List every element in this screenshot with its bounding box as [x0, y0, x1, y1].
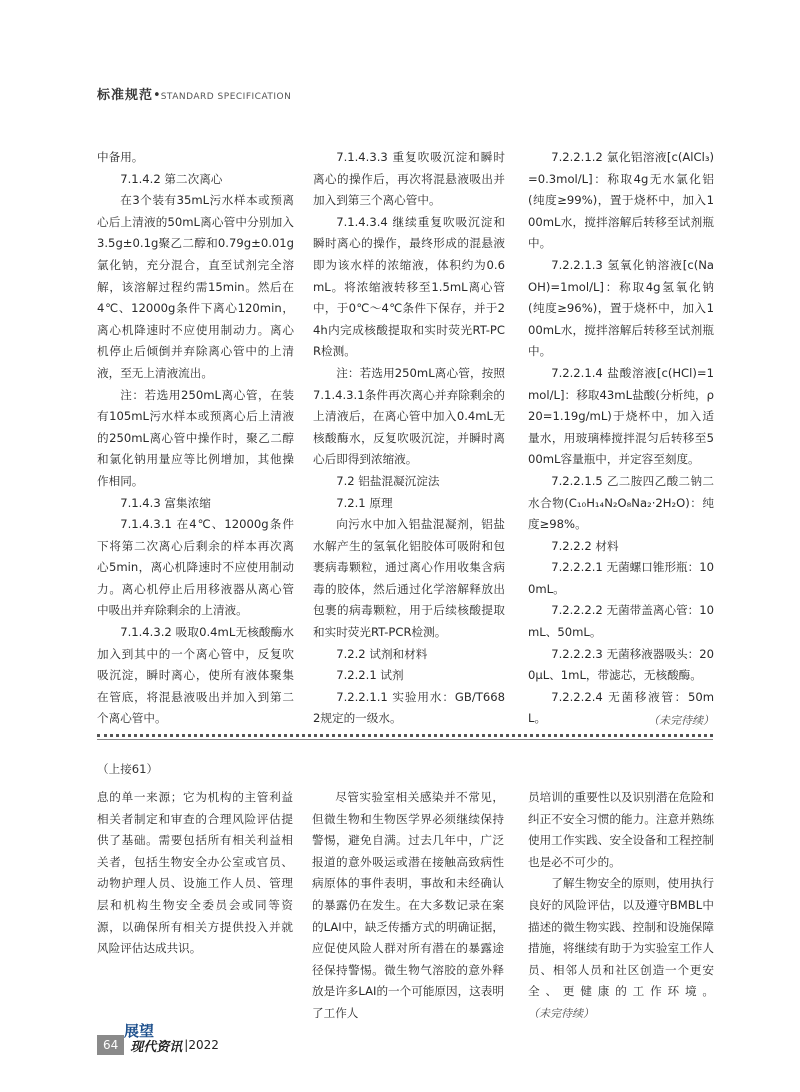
paragraph: 在3个装有35mL污水样本或预离心后上清液的50mL离心管中分别加入3.5g±0.1g聚乙二醇和0.79g±0.01g氯化钠，充分混合，直至试剂完全溶解，该溶解过程约需15min。然后在4℃、12000g条件下离心120min，离心机降速时不应使用制动力。离心机停止后倾倒并弃除离心管中的上清液，至无上清液流出。 [97, 193, 294, 380]
magazine-logo: 现代资讯 [130, 1039, 183, 1055]
header-separator: • [153, 88, 161, 103]
paragraph: 7.2.2.1.3 氢氧化钠溶液[c(NaOH)=1mol/L]：称取4g氢氧化钠(纯度≥96%)，置于烧杯中，加入100mL水，搅拌溶解后转移至试剂瓶中。 [528, 257, 714, 359]
lower-col3-paragraph-2-text: 了解生物安全的原则，使用执行良好的风险评估，以及遵守BMBL中描述的微生物实践、控制和设施保障措施，将继续有助于为实验室工作人员、相邻人员和社区创造一个更安全、更健康的工作环境。 [528, 876, 714, 999]
paragraph: 7.2.2.2.4 无菌移液管：50mL。 [528, 689, 714, 726]
section-divider-line [97, 739, 713, 740]
paragraph: 中备用。 [97, 150, 144, 164]
paragraph: 7.1.4.2 第二次离心 [120, 171, 223, 186]
paragraph: 7.1.4.3 富集浓缩 [120, 495, 211, 510]
page-footer [97, 1035, 219, 1055]
paragraph: 7.1.4.3.4 继续重复吹吸沉淀和瞬时离心的操作，最终形成的混悬液即为该水样的浓缩液，体积约为0.6mL。将浓缩液转移至1.5mL离心管中，于0℃～4℃条件下保存，并于24h内完成核酸提取和实时荧光RT-PCR检测。 [313, 214, 505, 359]
upper-column-1 [97, 147, 294, 730]
lower-column-1 [97, 787, 293, 960]
paragraph: 7.2.2.1.4 盐酸溶液[c(HCl)=1mol/L]：移取43mL盐酸(分析纯，ρ20=1.19g/mL)于烧杯中，加入适量水，用玻璃棒搅拌混匀后转移至500mL容量瓶中，并定容至刻度。 [528, 365, 714, 467]
lower-column-2 [312, 787, 504, 1025]
page-header [97, 84, 291, 103]
upper-column-3 [528, 147, 714, 730]
lower-col3-paragraph-2 [528, 873, 714, 1024]
paragraph: 7.2.2.2.3 无菌移液器吸头：200μL、1mL，带滤芯，无核酸酶。 [528, 646, 714, 683]
paragraph: 7.2 铝盐混凝沉淀法 [336, 473, 440, 488]
lower-col3-paragraph-1: 员培训的重要性以及识别潜在危险和纠正不安全习惯的能力。注意并熟练使用工作实践、安全设备和工程控制也是必不可少的。 [528, 790, 714, 869]
page-number: 64 [97, 1035, 124, 1055]
lower-column-3 [528, 787, 714, 1025]
outlook-heading: 展望 [124, 1022, 155, 1040]
paragraph: 7.2.2.2.2 无菌带盖离心管：10mL、50mL。 [528, 603, 714, 640]
paragraph: 7.2.1 原理 [336, 495, 393, 510]
upper-column-2 [313, 147, 505, 730]
paragraph: 7.2.2 试剂和材料 [336, 646, 428, 661]
header-title-cn: 标准规范 [97, 88, 154, 103]
header-title-en: STANDARD SPECIFICATION [160, 92, 292, 102]
paragraph: 7.1.4.3.1 在4℃、12000g条件下将第二次离心后剩余的样本再次离心5min，离心机降速时不应使用制动力。离心机停止后用移液器从离心管中吸出并弃除剩余的上清液。 [97, 517, 294, 618]
paragraph: 向污水中加入铝盐混凝剂，铝盐水解产生的氢氧化铝胶体可吸附和包裹病毒颗粒，通过离心作用收集含病毒的胶体，然后通过化学溶解释放出包裹的病毒颗粒，用于后续核酸提取和实时荧光RT-PCR检测。 [313, 517, 505, 640]
continued-from-note: （上接61） [97, 762, 159, 776]
paragraph: 注：若选用250mL离心管，在装有105mL污水样本或预离心后上清液的250mL离心管中操作时，聚乙二醇和氯化钠用量应等比例增加，其他操作相同。 [97, 387, 294, 488]
continued-note-upper: （未完待续） [648, 714, 714, 727]
paragraph: 7.2.2.2 材料 [551, 538, 619, 553]
continued-note-lower: （未完待续） [528, 1006, 594, 1020]
paragraph: 7.1.4.3.2 吸取0.4mL无核酸酶水加入到其中的一个离心管中，反复吹吸沉淀，瞬时离心，使所有液体聚集在管底，将混悬液吸出并加入到第二个离心管中。 [97, 625, 294, 726]
lower-col2-paragraph: 尽管实验室相关感染并不常见，但微生物和生物医学界必须继续保持警惕，避免自满。过去几年中，广泛报道的意外吸运或潜在接触高致病性病原体的事件表明，事故和未经确认的暴露仍在发生。在大多数记录在案的LAI中，缺乏传播方式的明确证据，应促使风险人群对所有潜在的暴露途径保持警惕。微生物气溶胶的意外释放是许多LAI的一个可能原因，这表明了工作人 [312, 790, 504, 1020]
paragraph: 7.2.2.1.5 乙二胺四乙酸二钠二水合物(C₁₀H₁₄N₂O₈Na₂·2H₂O)：纯度≥98%。 [528, 473, 714, 532]
paragraph: 7.2.2.1.2 氯化铝溶液[c(AlCl₃)=0.3mol/L]：称取4g无水氯化铝(纯度≥99%)，置于烧杯中，加入100mL水，搅拌溶解后转移至试剂瓶中。 [528, 150, 714, 251]
paragraph: 7.1.4.3.3 重复吹吸沉淀和瞬时离心的操作后，再次将混悬液吸出并加入到第三个离心管中。 [313, 150, 505, 208]
paragraph: 7.2.2.2.1 无菌螺口锥形瓶：100mL。 [528, 560, 714, 596]
issue-year: |2022 [184, 1038, 219, 1052]
paragraph: 注：若选用250mL离心管，按照7.1.4.3.1条件再次离心并弃除剩余的上清液后，在离心管中加入0.4mL无核酸酶水，反复吹吸沉淀，并瞬时离心后即得到浓缩液。 [313, 365, 505, 467]
paragraph: 7.2.2.1 试剂 [336, 668, 404, 683]
paragraph: 7.2.2.1.1 实验用水：GB/T6682规定的一级水。 [313, 689, 505, 726]
lower-col1-paragraph: 息的单一来源；它为机构的主管利益相关者制定和审查的合理风险评估提供了基础。需要包括所有相关利益相关者，包括生物安全办公室或官员、动物护理人员、设施工作人员、管理层和机构生物安全委员会或同等资源，以确保所有相关方提供投入并就风险评估达成共识。 [97, 790, 293, 956]
